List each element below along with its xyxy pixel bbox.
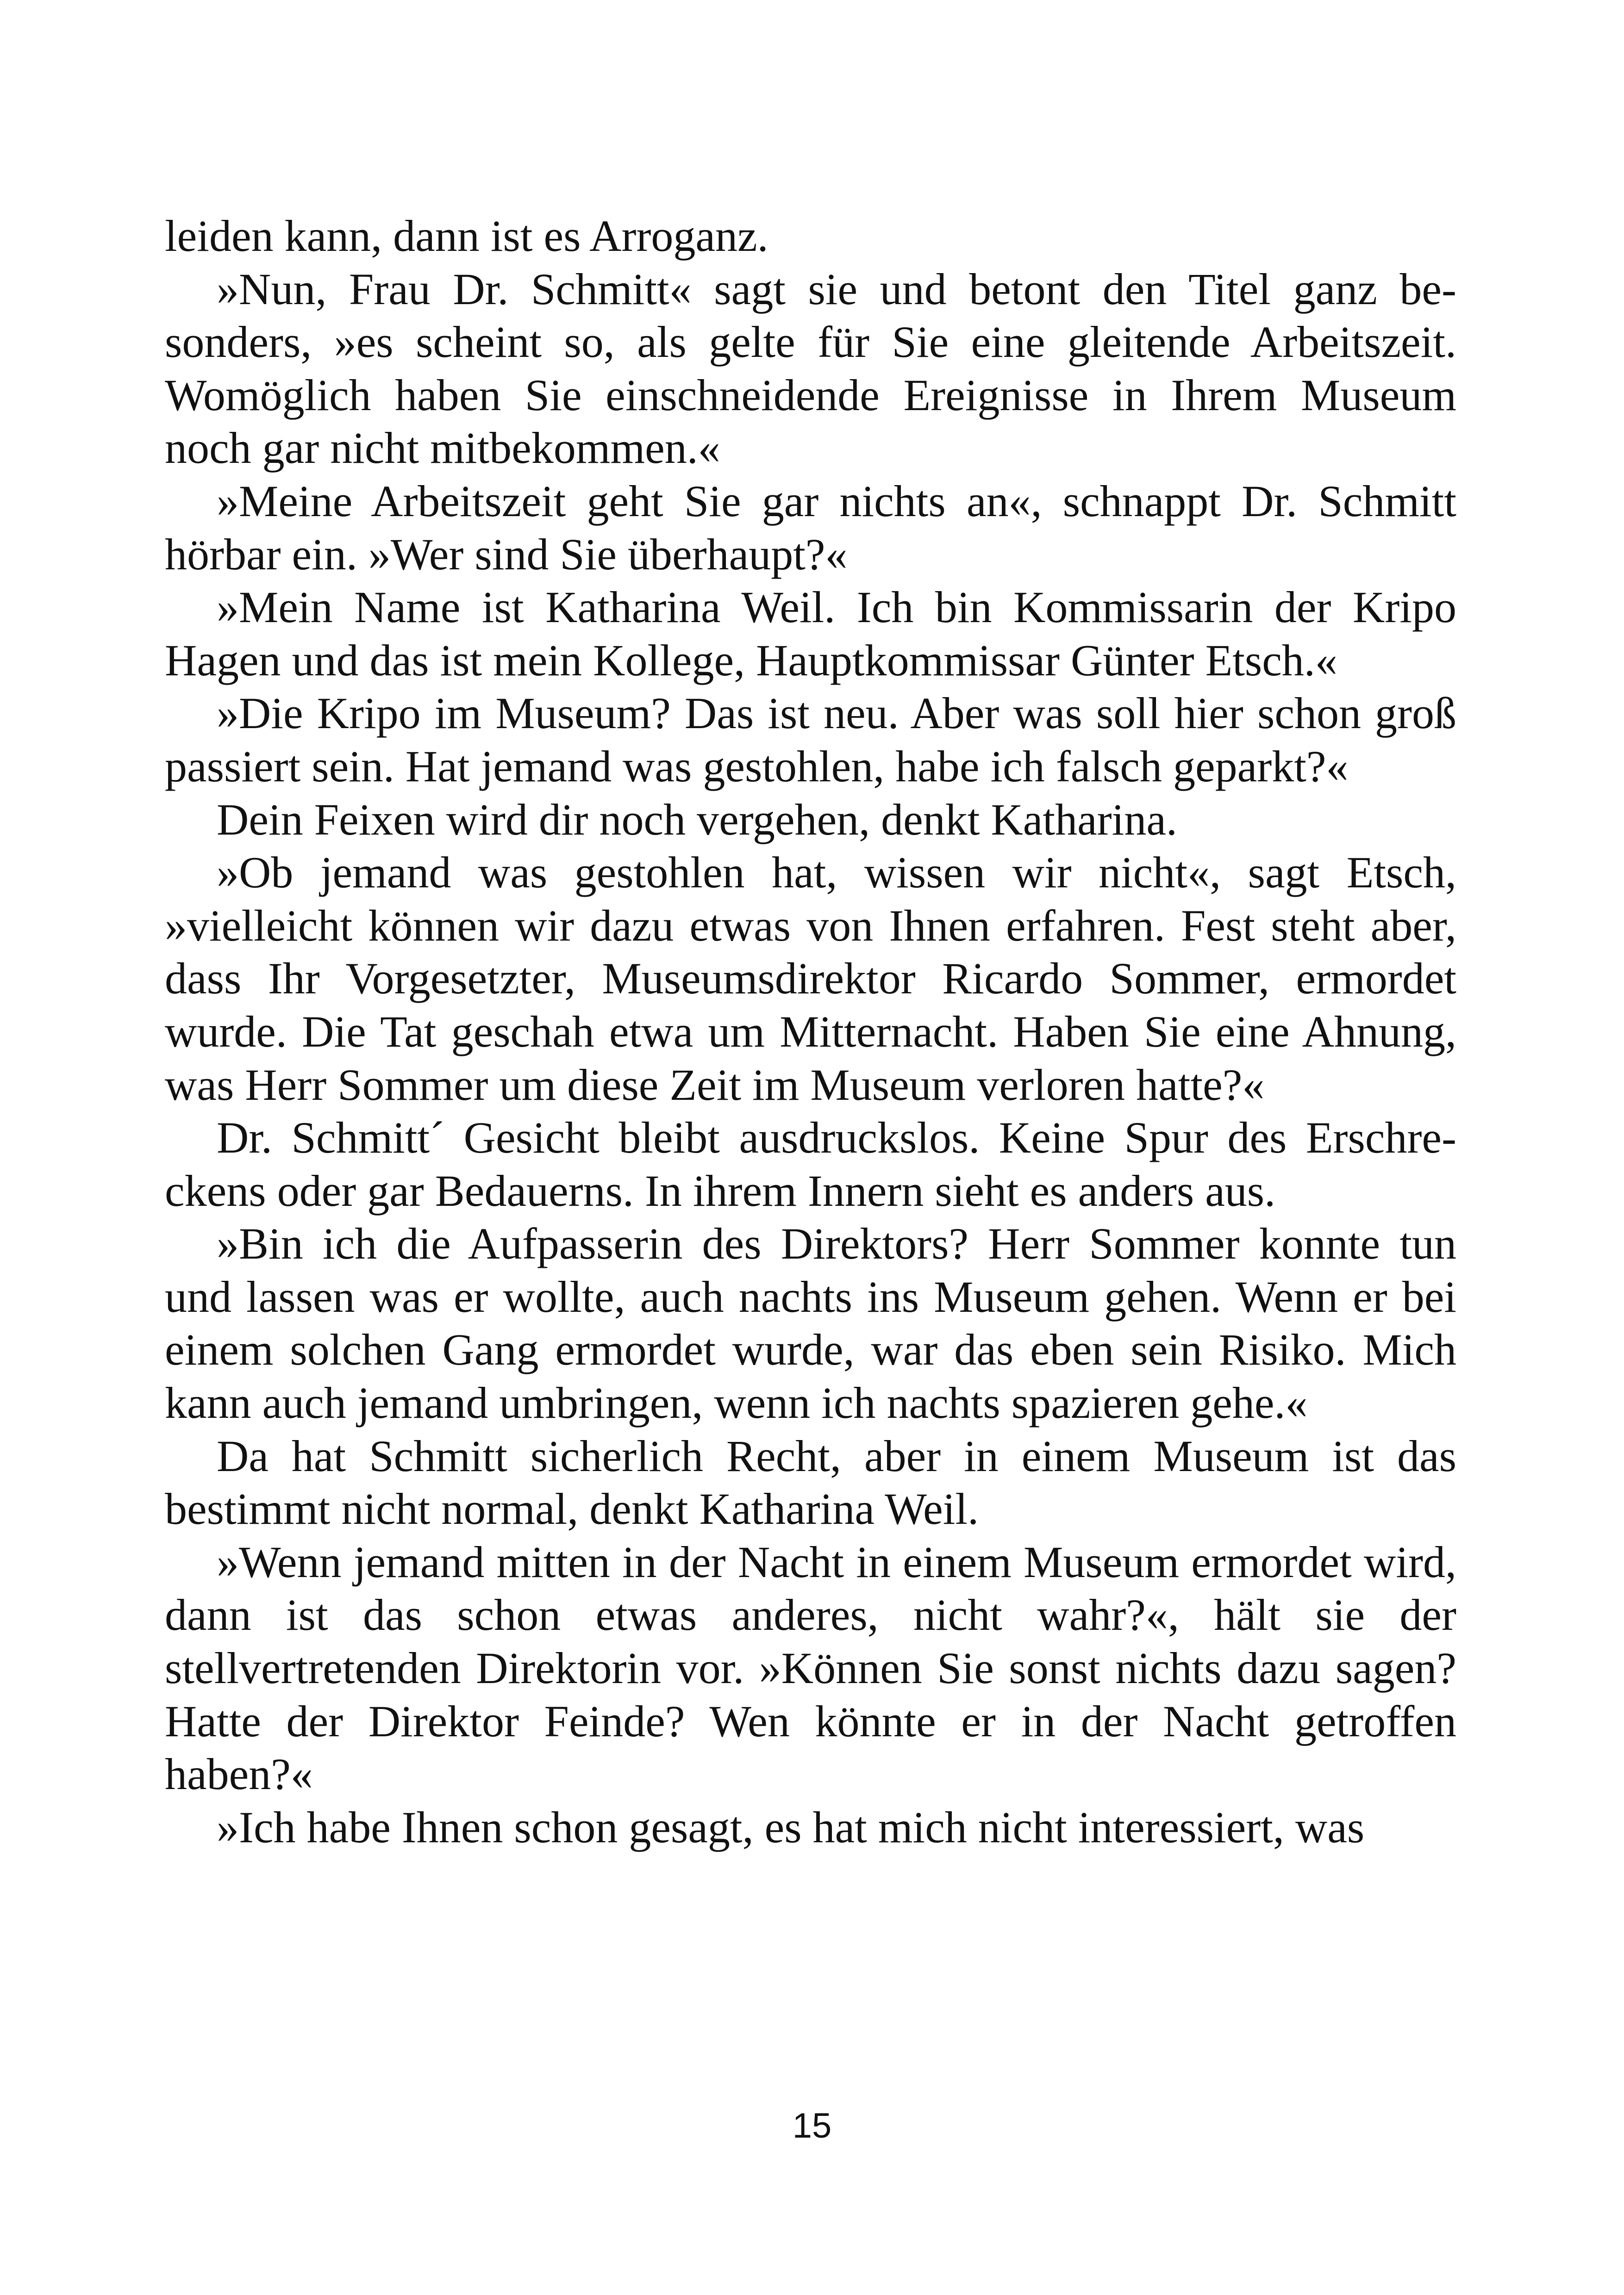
paragraph: »Meine Arbeitszeit geht Sie gar nichts an«, schnappt Dr. Schmitt hörbar ein. »Wer sind Sie überhaupt?«	[165, 476, 1456, 579]
paragraph: Da hat Schmitt sicherlich Recht, aber in einem Museum ist das bestimmt nicht normal, denkt Katharina Weil.	[165, 1431, 1456, 1534]
paragraph: »Bin ich die Aufpasserin des Direktors? Herr Sommer konnte tun und lassen was er wollte, auch nachts ins Museum gehen. Wenn er bei einem solchen Gang ermordet wurde, war das eben sein Risiko. Mich kann auch jemand umbringen, wenn ich nachts spazieren gehe.«	[165, 1219, 1456, 1428]
body-text	[165, 210, 1456, 1854]
paragraph: Dein Feixen wird dir noch vergehen, denkt Katharina.	[217, 794, 1177, 844]
page-number: 15	[792, 2106, 832, 2145]
paragraph: »Nun, Frau Dr. Schmitt« sagt sie und betont den Titel ganz besonders, »es scheint so, als gelte für Sie eine gleitende Arbeitszeit. Womöglich haben Sie einschneidende Ereignisse in Ihrem Museum noch gar nicht mitbekommen.«	[165, 264, 1456, 473]
paragraph: »Die Kripo im Museum? Das ist neu. Aber was soll hier schon groß passiert sein. Hat jemand was gestohlen, habe ich falsch geparkt?«	[165, 688, 1456, 791]
paragraph: »Mein Name ist Katharina Weil. Ich bin Kommissarin der Kripo Hagen und das ist mein Kollege, Hauptkommissar Günter Etsch.«	[165, 582, 1456, 685]
paragraph: »Wenn jemand mitten in der Nacht in einem Museum ermordet wird, dann ist das schon etwas anderes, nicht wahr?«, hält sie der stellvertretenden Direktorin vor. »Können Sie sonst nichts dazu sagen? Hatte der Direktor Feinde? Wen könnte er in der Nacht getroffen haben?«	[165, 1537, 1456, 1799]
paragraph: »Ob jemand was gestohlen hat, wissen wir nicht«, sagt Etsch, »vielleicht können wir dazu etwas von Ihnen erfahren. Fest steht aber, dass Ihr Vorgesetzter, Museumsdirektor Ricardo Sommer, ermordet wurde. Die Tat geschah etwa um Mitternacht. Haben Sie eine Ahnung, was Herr Sommer um diese Zeit im Museum verloren hatte?«	[165, 848, 1456, 1110]
paragraph: Dr. Schmitt´ Gesicht bleibt ausdruckslos. Keine Spur des Erschreckens oder gar Bedauerns. In ihrem Innern sieht es anders aus.	[165, 1113, 1456, 1216]
paragraph: »Ich habe Ihnen schon gesagt, es hat mich nicht interessiert, was	[217, 1802, 1365, 1852]
paragraph: leiden kann, dann ist es Arroganz.	[165, 211, 768, 261]
